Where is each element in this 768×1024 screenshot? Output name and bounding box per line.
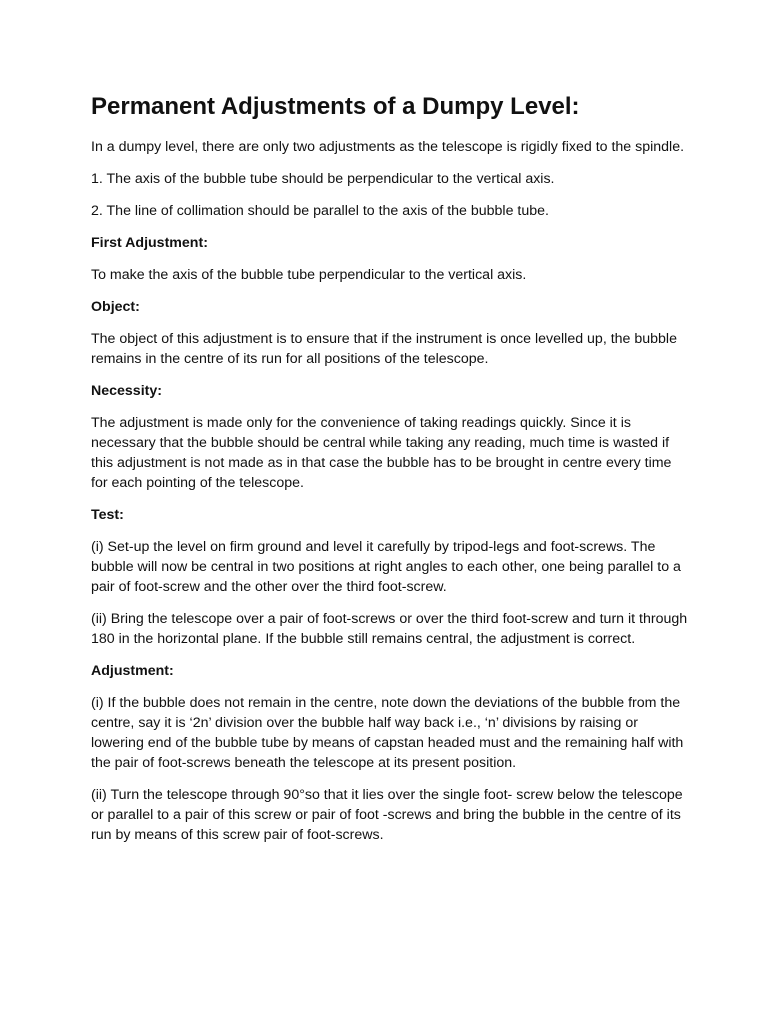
object-paragraph: The object of this adjustment is to ensure that if the instrument is once levelled up, the bubble remains in the centre of its run for all positions of the telescope. — [91, 331, 677, 367]
heading-necessity: Necessity: — [91, 383, 162, 399]
intro-paragraph: In a dumpy level, there are only two adjustments as the telescope is rigidly fixed to the spindle. — [91, 139, 685, 155]
list-item-2: 2. The line of collimation should be parallel to the axis of the bubble tube. — [91, 203, 549, 219]
heading-first-adjustment: First Adjustment: — [91, 235, 208, 251]
adjustment-paragraph-2: (ii) Turn the telescope through 90°so that it lies over the single foot- screw below the telescope or parallel to a pair of this screw or pair of foot -screws and bring the bubble in the centre of its run by means of this screw pair of foot-screws. — [91, 787, 683, 843]
first-adjustment-paragraph: To make the axis of the bubble tube perpendicular to the vertical axis. — [91, 267, 527, 283]
test-paragraph-2: (ii) Bring the telescope over a pair of foot-screws or over the third foot-screw and turn it through 180 in the horizontal plane. If the bubble still remains central, the adjustment is correct. — [91, 611, 688, 647]
test-paragraph-1: (i) Set-up the level on firm ground and level it carefully by tripod-legs and foot-screws. The bubble will now be central in two positions at right angles to each other, one being parallel to a pair of foot-screw and the other over the third foot-screw. — [91, 539, 681, 595]
adjustment-paragraph-1: (i) If the bubble does not remain in the centre, note down the deviations of the bubble from the centre, say it is ‘2n’ division over the bubble half way back i.e., ‘n’ divisions by raising or lowering end of the bubble tube by means of capstan headed must and the remaining half with the pair of foot-screws beneath the telescope at its present position. — [91, 695, 684, 771]
list-item-1: 1. The axis of the bubble tube should be perpendicular to the vertical axis. — [91, 171, 555, 187]
heading-test: Test: — [91, 507, 124, 523]
document-page — [91, 92, 691, 857]
heading-adjustment: Adjustment: — [91, 663, 174, 679]
heading-object: Object: — [91, 299, 140, 315]
document-title: Permanent Adjustments of a Dumpy Level: — [91, 93, 580, 120]
necessity-paragraph: The adjustment is made only for the convenience of taking readings quickly. Since it is necessary that the bubble should be central while taking any reading, much time is wasted if this adjustment is not made as in that case the bubble has to be brought in centre every time for each pointing of the telescope. — [91, 415, 672, 491]
